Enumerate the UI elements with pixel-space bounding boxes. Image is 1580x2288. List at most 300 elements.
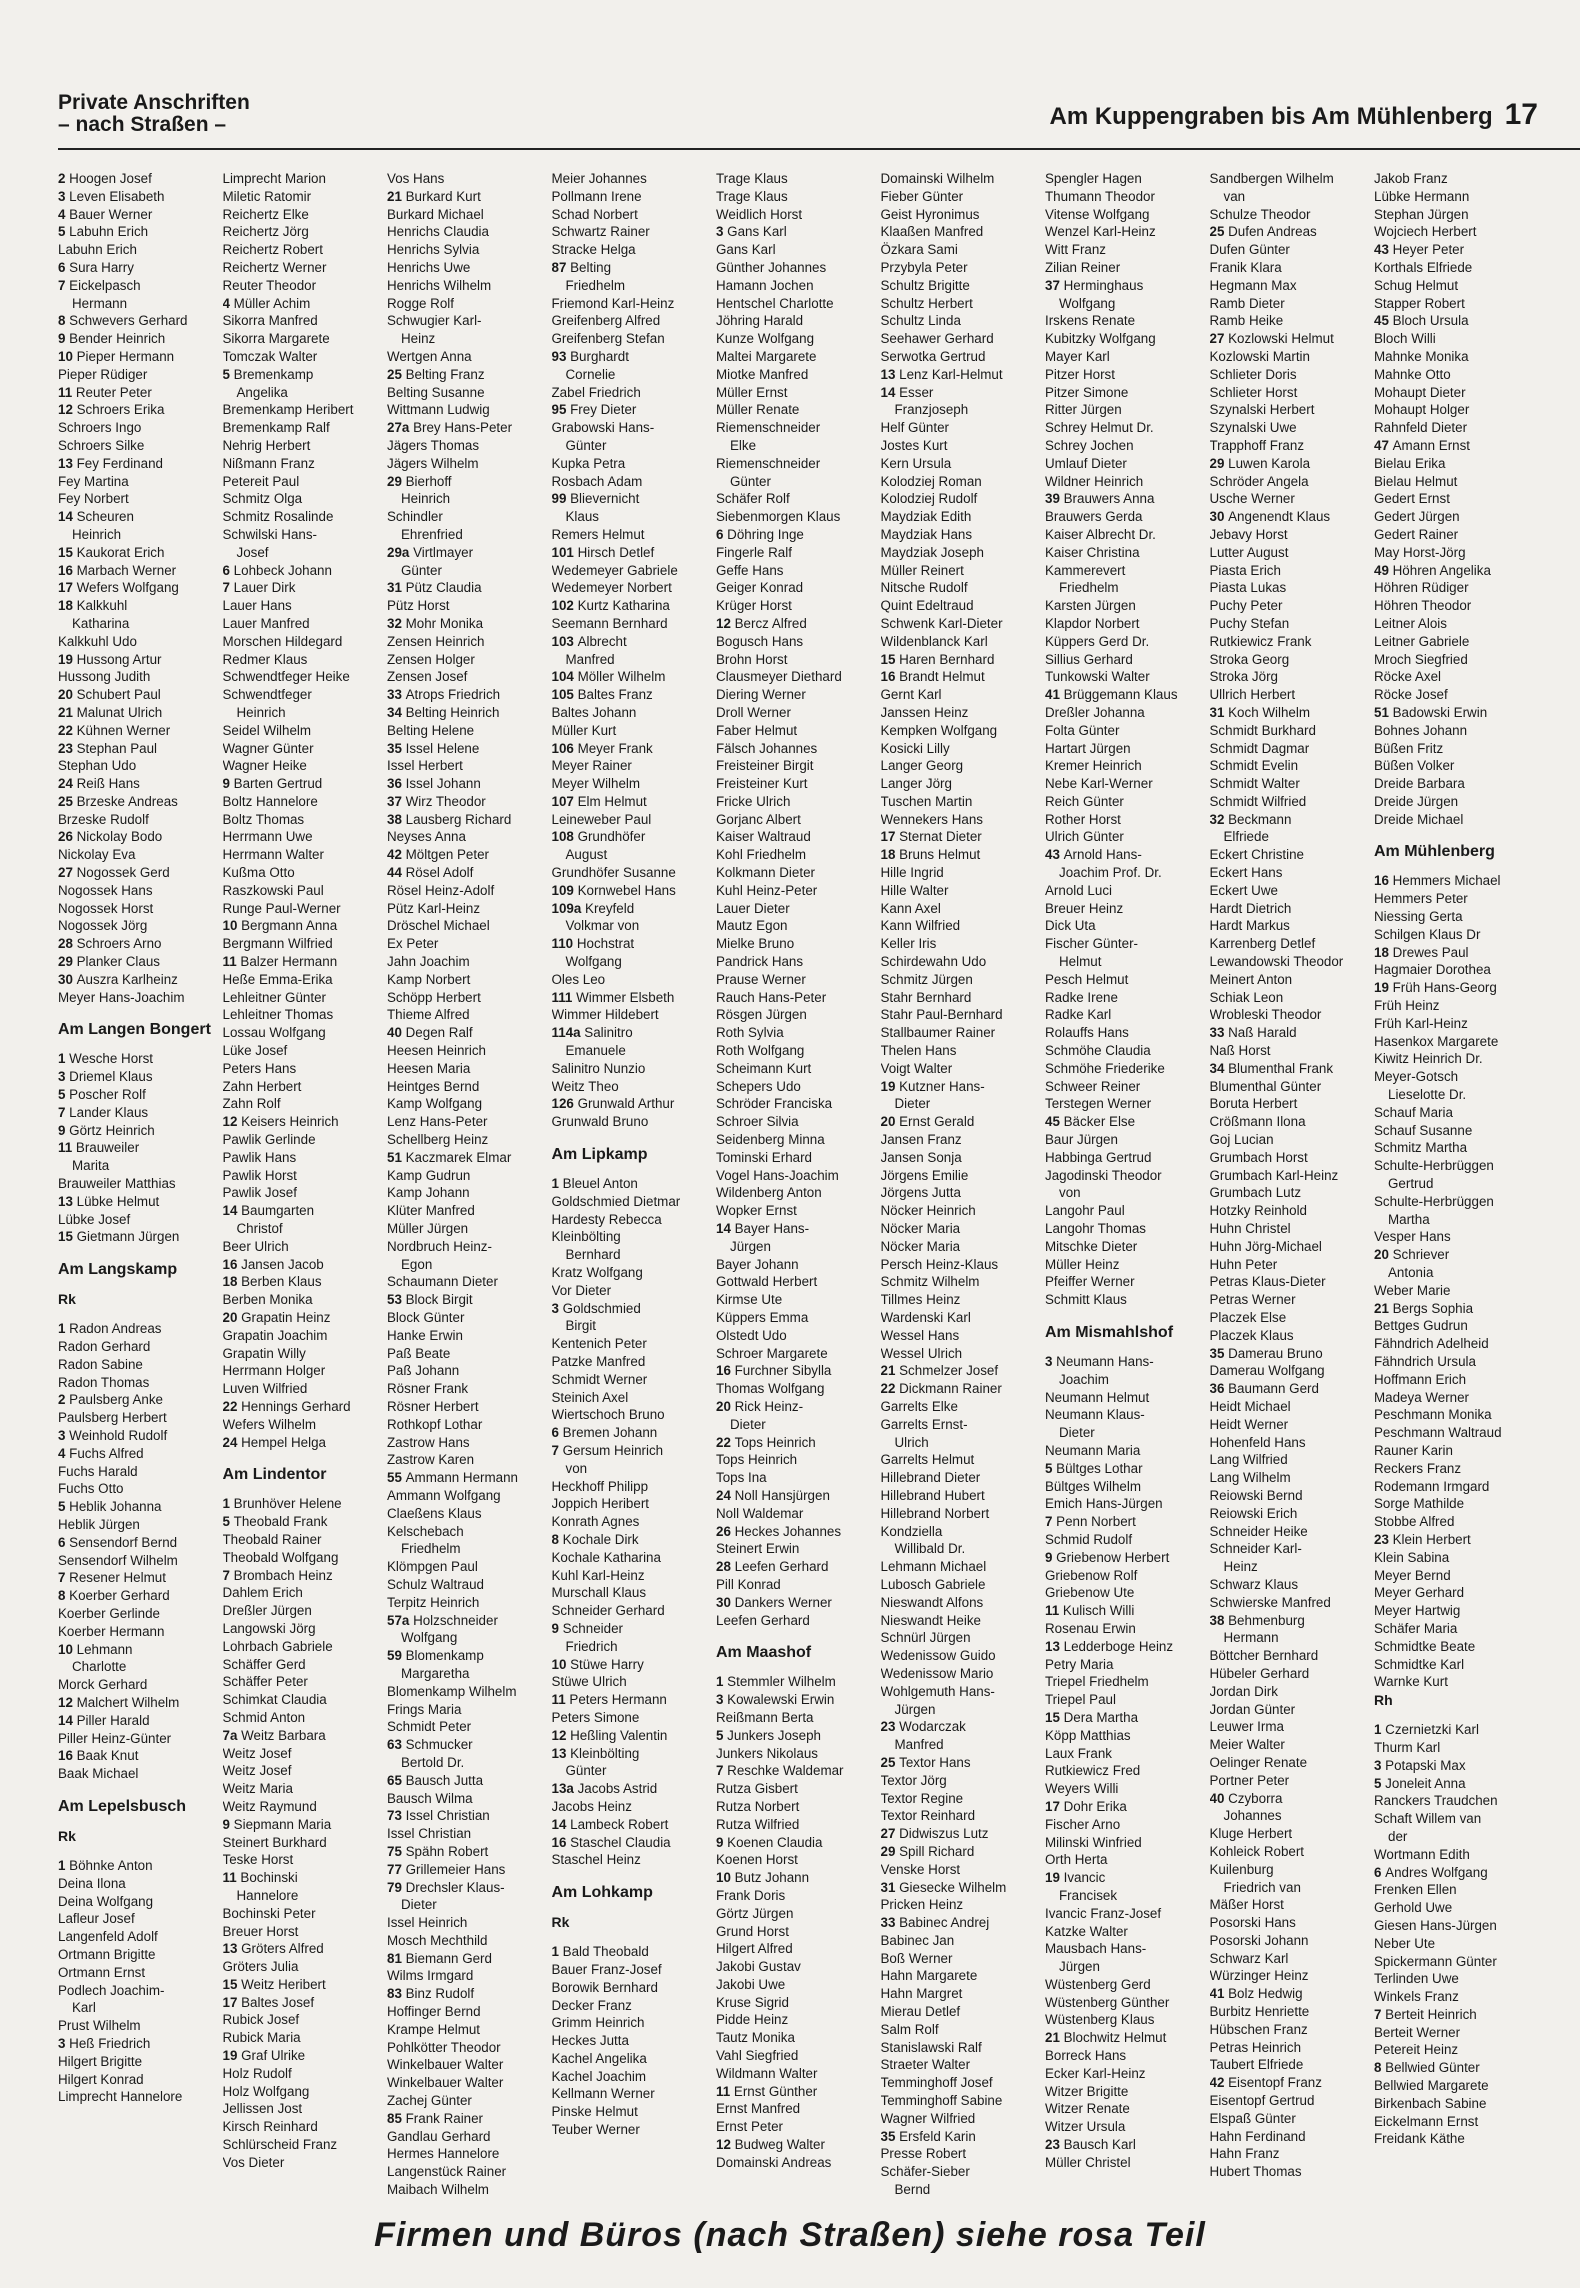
directory-entry <box>716 490 876 508</box>
house-number: 16 <box>58 1748 77 1764</box>
directory-entry <box>223 828 383 846</box>
directory-entry <box>58 1623 218 1641</box>
directory-column <box>881 170 1041 2200</box>
resident-name: Issel Heinrich <box>387 1915 468 1931</box>
resident-name: Esser <box>899 384 934 400</box>
directory-entry <box>387 1256 547 1274</box>
directory-entry <box>58 1104 218 1122</box>
resident-name: Wertgen Anna <box>387 348 472 364</box>
directory-entry <box>552 1816 712 1834</box>
resident-name: Jakobi Uwe <box>716 1976 786 1992</box>
house-number: 110 <box>551 936 577 952</box>
resident-name: Wedenissow Guido <box>880 1648 996 1664</box>
directory-entry <box>716 2029 876 2047</box>
directory-entry <box>1210 989 1370 1007</box>
directory-entry <box>387 1540 547 1558</box>
directory-entry <box>716 953 876 971</box>
resident-name: Kuilenburg <box>1209 1861 1274 1877</box>
resident-name: Jansen Franz <box>880 1132 962 1148</box>
resident-name: Haren Bernhard <box>899 651 995 667</box>
resident-name: Brauweiler <box>75 1140 140 1156</box>
directory-entry <box>881 1202 1041 1220</box>
resident-name: Koenen Horst <box>716 1852 798 1868</box>
resident-name: Ehrenfried <box>401 526 463 542</box>
directory-entry <box>552 1406 712 1424</box>
directory-entry <box>387 1309 547 1327</box>
directory-entry <box>881 1167 1041 1185</box>
directory-entry <box>881 1434 1041 1452</box>
resident-name: Damerau Bruno <box>1228 1345 1323 1361</box>
house-number: 3 <box>1045 1354 1057 1369</box>
resident-name: Ramb Dieter <box>1209 295 1285 311</box>
directory-entry <box>223 1273 383 1291</box>
resident-name: Schilgen Klaus Dr <box>1374 926 1481 942</box>
directory-entry <box>1210 1807 1370 1825</box>
resident-name: Miotke Manfred <box>716 366 809 382</box>
directory-entry <box>716 455 876 473</box>
house-number: 13 <box>58 1193 77 1209</box>
resident-name: Marita <box>72 1158 110 1174</box>
directory-entry <box>387 811 547 829</box>
resident-name: Bausch Karl <box>1063 2137 1136 2153</box>
directory-entry <box>1374 872 1534 890</box>
resident-name: Eisentopf Gertrud <box>1209 2093 1315 2109</box>
resident-name: Jostes Kurt <box>880 437 948 453</box>
directory-entry <box>58 615 218 633</box>
directory-entry <box>1210 882 1370 900</box>
house-number: 3 <box>716 224 728 240</box>
resident-name: Köpp Matthias <box>1045 1727 1131 1743</box>
resident-name: Eckert Hans <box>1209 865 1283 881</box>
directory-entry <box>223 295 383 313</box>
directory-entry <box>1210 1416 1370 1434</box>
resident-name: Belting Helene <box>387 722 475 738</box>
resident-name: Kohl Friedhelm <box>716 847 807 863</box>
resident-name: Tautz Monika <box>716 2030 795 2046</box>
directory-entry <box>1210 900 1370 918</box>
directory-entry <box>58 170 218 188</box>
resident-name: Venske Horst <box>880 1861 961 1877</box>
resident-name: Bender Heinrich <box>69 331 166 347</box>
resident-name: Baak Michael <box>58 1766 139 1782</box>
resident-name: Herrmann Walter <box>222 847 324 863</box>
house-number: 79 <box>387 1879 406 1895</box>
directory-entry <box>881 686 1041 704</box>
directory-entry <box>223 1673 383 1691</box>
house-number: 24 <box>58 776 77 792</box>
directory-entry <box>223 2118 383 2136</box>
directory-entry <box>881 1256 1041 1274</box>
house-number: 6 <box>222 562 234 578</box>
directory-entry <box>387 1612 547 1630</box>
resident-name: Kolodziej Rudolf <box>880 491 978 507</box>
directory-entry <box>58 989 218 1007</box>
directory-entry <box>881 1006 1041 1024</box>
house-number: 13 <box>58 455 77 471</box>
directory-entry <box>223 2154 383 2172</box>
directory-entry <box>58 1875 218 1893</box>
directory-entry <box>552 348 712 366</box>
directory-entry <box>1045 1131 1205 1149</box>
resident-name: Thelen Hans <box>880 1043 957 1059</box>
resident-name: Schrey Jochen <box>1045 437 1134 453</box>
resident-name: Laux Frank <box>1045 1745 1112 1761</box>
resident-name: Neber Ute <box>1374 1935 1436 1951</box>
resident-name: Kohleick Robert <box>1209 1843 1305 1859</box>
resident-name: Issel Helene <box>405 740 480 756</box>
directory-entry <box>881 2163 1041 2181</box>
directory-entry <box>1374 579 1534 597</box>
resident-name: Möller Wilhelm <box>577 669 666 685</box>
resident-name: Gröters Julia <box>222 1959 299 1975</box>
resident-name: Pawlik Josef <box>222 1185 297 1201</box>
directory-entry <box>223 864 383 882</box>
house-number: 63 <box>387 1737 406 1753</box>
directory-entry <box>58 1910 218 1928</box>
resident-name: Nickolay Bodo <box>76 829 163 845</box>
directory-entry <box>58 846 218 864</box>
house-number: 16 <box>551 1834 571 1850</box>
directory-entry <box>552 1095 712 1113</box>
directory-entry <box>881 1683 1041 1701</box>
house-number: 41 <box>1209 1986 1229 2002</box>
directory-entry <box>552 775 712 793</box>
resident-name: Goldschmied <box>562 1300 641 1316</box>
page-title: Am Kuppengraben bis Am Mühlenberg <box>1049 103 1493 130</box>
resident-name: Kurtz Katharina <box>577 598 670 614</box>
resident-name: Kozlowski Martin <box>1209 348 1310 364</box>
resident-name: Amann Ernst <box>1392 437 1471 453</box>
resident-name: Bald Theobald <box>562 1944 649 1960</box>
directory-entry <box>1374 2077 1534 2095</box>
resident-name: Limprecht Marion <box>222 171 326 186</box>
directory-entry <box>58 686 218 704</box>
directory-entry <box>223 544 383 562</box>
directory-entry <box>881 1113 1041 1131</box>
directory-entry <box>552 1549 712 1567</box>
resident-name: Tillmes Heinz <box>880 1292 961 1308</box>
directory-entry <box>716 1345 876 1363</box>
resident-name: Badowski Erwin <box>1392 704 1488 720</box>
directory-entry <box>387 1505 547 1523</box>
directory-entry <box>58 2035 218 2053</box>
directory-entry <box>881 206 1041 224</box>
directory-entry <box>881 846 1041 864</box>
directory-entry <box>1374 2024 1534 2042</box>
resident-name: Koerber Gerhard <box>69 1588 170 1604</box>
resident-name: Hahn Margarete <box>880 1968 978 1984</box>
resident-name: Bettges Gudrun <box>1374 1318 1468 1334</box>
resident-name: Elm Helmut <box>577 793 647 809</box>
resident-name: Henrichs Uwe <box>387 259 471 275</box>
house-number: 13 <box>222 1941 242 1957</box>
resident-name: Paulsberg Anke <box>69 1392 163 1408</box>
resident-name: Heblik Jürgen <box>58 1516 140 1532</box>
house-number: 16 <box>1374 873 1393 889</box>
directory-entry <box>1210 1540 1370 1558</box>
house-number: 21 <box>1045 2030 1064 2046</box>
directory-entry <box>223 223 383 241</box>
directory-column <box>1374 170 1534 2200</box>
house-number: 21 <box>58 704 77 720</box>
resident-name: Lenz Hans-Peter <box>387 1114 488 1130</box>
directory-entry <box>1045 1460 1205 1478</box>
resident-name: Fey Ferdinand <box>76 455 163 471</box>
directory-entry <box>58 312 218 330</box>
directory-entry <box>58 757 218 775</box>
directory-entry <box>1045 1042 1205 1060</box>
resident-name: Heyer Peter <box>1392 242 1465 258</box>
resident-name: Hermes Hannelore <box>387 2146 500 2162</box>
house-number: 20 <box>880 1114 900 1130</box>
resident-name: Leefen Gerhard <box>734 1559 829 1575</box>
directory-entry <box>58 882 218 900</box>
resident-name: Winkelbauer Walter <box>387 2075 504 2091</box>
directory-entry <box>1374 979 1534 997</box>
resident-name: Auszra Karlheinz <box>76 971 178 987</box>
directory-entry <box>387 1985 547 2003</box>
directory-entry <box>223 1042 383 1060</box>
directory-entry <box>1210 206 1370 224</box>
resident-name: Schnürl Jürgen <box>880 1630 971 1646</box>
resident-name: Baltes Franz <box>577 687 653 703</box>
resident-name: Lossau Wolfgang <box>222 1025 326 1041</box>
directory-entry <box>1210 1469 1370 1487</box>
resident-name: Zilian Reiner <box>1045 259 1121 275</box>
directory-entry <box>552 223 712 241</box>
house-number: 10 <box>58 348 77 364</box>
house-number: 21 <box>387 188 406 204</box>
directory-entry <box>881 1790 1041 1808</box>
resident-name: Issel Christian <box>387 1826 472 1842</box>
resident-name: Arnold Luci <box>1045 882 1112 898</box>
directory-entry <box>881 882 1041 900</box>
directory-entry <box>716 579 876 597</box>
resident-name: Fähndrich Ursula <box>1374 1354 1476 1369</box>
resident-name: Zensen Heinrich <box>387 633 485 649</box>
directory-entry <box>552 1709 712 1727</box>
directory-entry <box>223 1327 383 1345</box>
directory-entry <box>881 526 1041 544</box>
directory-entry <box>223 526 383 544</box>
resident-name: Limprecht Hannelore <box>58 2089 183 2105</box>
house-number: 4 <box>58 1445 70 1461</box>
resident-name: Meyer Gerhard <box>1374 1585 1465 1601</box>
resident-name: Tomczak Walter <box>222 348 318 364</box>
directory-entry <box>1374 1953 1534 1971</box>
house-number: 9 <box>551 1620 563 1636</box>
directory-entry <box>1045 2047 1205 2065</box>
house-number: 81 <box>387 1950 406 1966</box>
resident-name: Hoffinger Bernd <box>387 2004 481 2020</box>
resident-name: der <box>1388 1828 1408 1844</box>
directory-entry <box>1210 1861 1370 1879</box>
directory-entry <box>1045 935 1205 953</box>
resident-name: Höhren Angelika <box>1392 562 1491 578</box>
house-number: 95 <box>551 402 571 418</box>
resident-name: Neumann Klaus- <box>1045 1407 1145 1423</box>
resident-name: Gedert Rainer <box>1374 526 1459 542</box>
directory-entry <box>387 2163 547 2181</box>
resident-name: Peschmann Waltraud <box>1374 1425 1502 1441</box>
house-number: 3 <box>716 1692 728 1708</box>
directory-entry <box>1374 1567 1534 1585</box>
resident-name: Müller Renate <box>716 402 800 418</box>
directory-entry <box>881 1647 1041 1665</box>
resident-name: Hochstrat <box>576 936 635 952</box>
directory-entry <box>387 1345 547 1363</box>
resident-name: Junkers Nikolaus <box>716 1745 818 1761</box>
house-number: 6 <box>551 1425 563 1441</box>
resident-name: Mroch Siegfried <box>1374 651 1468 667</box>
resident-name: Bauer Werner <box>69 206 153 222</box>
directory-entry <box>1374 348 1534 366</box>
resident-name: Belting <box>570 259 612 275</box>
directory-entry <box>223 1780 383 1798</box>
directory-entry <box>881 1042 1041 1060</box>
directory-entry <box>716 740 876 758</box>
resident-name: Wesche Horst <box>69 1051 154 1067</box>
directory-entry <box>716 1612 876 1630</box>
directory-entry <box>552 1193 712 1211</box>
directory-entry <box>1210 508 1370 526</box>
resident-name: Francisek <box>1059 1887 1118 1903</box>
directory-entry <box>223 1167 383 1185</box>
resident-name: Brey Hans-Peter <box>413 420 513 436</box>
directory-entry <box>1210 1718 1370 1736</box>
directory-entry <box>387 1167 547 1185</box>
resident-name: Vor Dieter <box>551 1282 612 1298</box>
resident-name: Reißmann Berta <box>716 1709 814 1725</box>
directory-entry <box>1045 277 1205 295</box>
resident-name: Scheuren <box>76 509 134 525</box>
directory-entry <box>881 615 1041 633</box>
resident-name: Serwotka Gertrud <box>880 348 986 364</box>
directory-entry <box>881 1718 1041 1736</box>
directory-entry <box>716 1923 876 1941</box>
directory-entry <box>716 1523 876 1541</box>
resident-name: Wagner Heike <box>222 758 307 774</box>
resident-name: Dickmann Rainer <box>899 1381 1002 1397</box>
resident-name: Schepers Udo <box>716 1078 801 1094</box>
resident-name: Dreßler Jürgen <box>222 1603 312 1619</box>
resident-name: Kornwebel Hans <box>577 882 676 898</box>
resident-name: Grumbach Lutz <box>1209 1185 1302 1201</box>
resident-name: Schwartz Rainer <box>551 224 650 240</box>
resident-name: Lohbeck Johann <box>233 562 332 578</box>
house-number: 35 <box>1209 1345 1229 1361</box>
directory-entry <box>1374 1757 1534 1775</box>
directory-entry <box>716 170 876 188</box>
house-number: 19 <box>222 2048 242 2064</box>
directory-entry <box>1374 1175 1534 1193</box>
directory-entry <box>881 295 1041 313</box>
resident-name: Klaaßen Manfred <box>880 224 984 240</box>
resident-name: Naß Harald <box>1228 1025 1297 1041</box>
resident-name: Rauner Karin <box>1374 1442 1453 1458</box>
resident-name: Frank Doris <box>716 1887 786 1903</box>
house-number: 93 <box>551 348 571 364</box>
directory-entry <box>881 562 1041 580</box>
directory-entry <box>1374 2095 1534 2113</box>
directory-entry <box>552 366 712 384</box>
house-number: 7 <box>551 1442 563 1458</box>
house-number: 7 <box>222 1567 234 1583</box>
resident-name: Hirsch Detlef <box>577 544 655 560</box>
resident-name: Wolfgang <box>401 1630 458 1646</box>
resident-name: Brauwers Gerda <box>1045 509 1143 525</box>
house-number: 33 <box>387 687 406 703</box>
resident-name: Baumann Gerd <box>1228 1381 1319 1397</box>
directory-entry <box>223 1851 383 1869</box>
directory-entry <box>58 437 218 455</box>
directory-column <box>1045 170 1205 2200</box>
directory-entry <box>1374 890 1534 908</box>
directory-entry <box>387 330 547 348</box>
directory-entry <box>1045 1184 1205 1202</box>
resident-name: Block Günter <box>387 1310 465 1325</box>
resident-name: Grabowski Hans- <box>551 420 655 436</box>
directory-entry <box>552 1246 712 1264</box>
directory-entry <box>1210 1113 1370 1131</box>
directory-entry <box>1210 1131 1370 1149</box>
resident-name: Karsten Jürgen <box>1045 598 1136 614</box>
directory-entry <box>387 188 547 206</box>
resident-name: Rutkiewicz Fred <box>1045 1763 1141 1779</box>
directory-entry <box>387 722 547 740</box>
directory-entry <box>387 2181 547 2199</box>
directory-entry <box>552 455 712 473</box>
resident-name: Eckert Christine <box>1209 847 1305 863</box>
resident-name: Wedemeyer Gabriele <box>551 562 678 578</box>
directory-entry <box>1374 2130 1534 2148</box>
resident-name: Theobald Rainer <box>222 1531 322 1547</box>
resident-name: Patzke Manfred <box>551 1354 646 1369</box>
directory-entry <box>716 241 876 259</box>
resident-name: Hardt Markus <box>1209 918 1290 934</box>
house-number: 101 <box>551 544 578 560</box>
directory-entry <box>1210 348 1370 366</box>
resident-name: Wirz Theodor <box>405 793 486 809</box>
resident-name: Kozlowski Helmut <box>1228 331 1334 347</box>
resident-name: Herminghaus <box>1063 277 1144 293</box>
house-number: 24 <box>222 1434 242 1450</box>
resident-name: Stephan Jürgen <box>1374 206 1469 222</box>
directory-entry <box>1045 223 1205 241</box>
resident-name: Puchy Peter <box>1209 598 1283 614</box>
directory-entry <box>1210 757 1370 775</box>
directory-entry <box>552 917 712 935</box>
directory-entry <box>223 1256 383 1274</box>
directory-entry <box>387 775 547 793</box>
directory-entry <box>387 1434 547 1452</box>
resident-name: Johannes <box>1223 1808 1282 1824</box>
resident-name: Schad Norbert <box>551 206 638 222</box>
resident-name: Hahn Franz <box>1209 2146 1280 2162</box>
directory-entry <box>387 1629 547 1647</box>
resident-name: Margaretha <box>401 1665 470 1681</box>
resident-name: Friedhelm <box>565 277 626 293</box>
directory-entry <box>387 206 547 224</box>
resident-name: Friedhelm <box>1059 580 1119 596</box>
resident-name: Wrobleski Theodor <box>1209 1007 1322 1023</box>
directory-entry <box>716 651 876 669</box>
resident-name: Lübke Hermann <box>1374 188 1470 204</box>
house-number: 7 <box>716 1763 728 1779</box>
resident-name: Kamp Norbert <box>387 971 471 987</box>
resident-name: Schmitz Wilhelm <box>880 1274 980 1290</box>
directory-entry <box>387 312 547 330</box>
